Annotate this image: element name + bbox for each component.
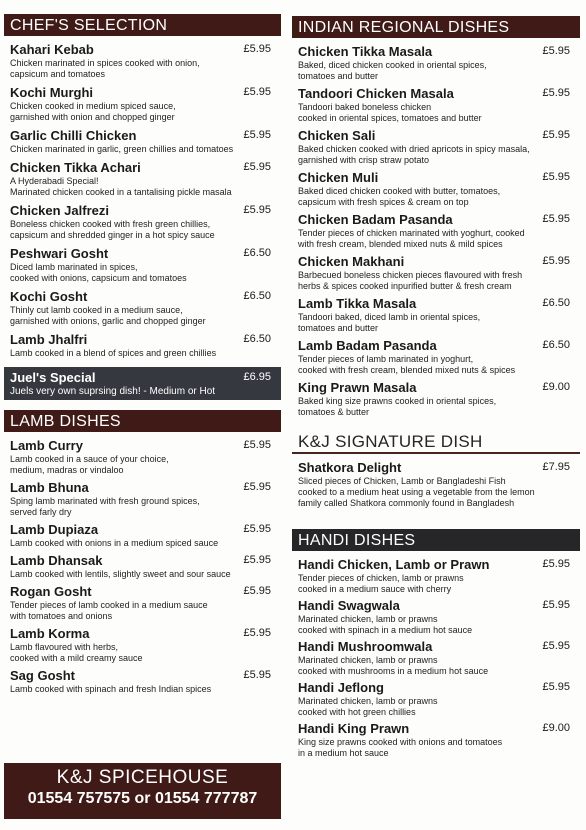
menu-item-description: Baked diced chicken cooked with butter, tomatoes, xyxy=(298,186,501,196)
menu-item xyxy=(4,42,281,80)
handi-dishes-list xyxy=(292,557,580,759)
menu-item-price: £5.95 xyxy=(243,627,271,639)
menu-item-description: Lamb cooked with onions in a medium spiced sauce xyxy=(10,538,219,548)
special-name: Juel's Special xyxy=(10,370,96,385)
menu-item-description: Chicken cooked in medium spiced sauce, xyxy=(10,101,176,111)
menu-item-price: £5.95 xyxy=(243,43,271,55)
menu-item-price: £6.50 xyxy=(243,333,271,345)
menu-item-price: £5.95 xyxy=(243,439,271,451)
menu-item-description: tomatoes and butter xyxy=(298,71,379,81)
menu-item-description: in a medium hot sauce xyxy=(298,748,389,758)
lamb-dishes-header: LAMB DISHES xyxy=(4,410,281,432)
menu-item-price: £5.95 xyxy=(542,87,570,99)
menu-item-price: £5.95 xyxy=(542,681,570,693)
menu-item-price: £9.00 xyxy=(542,381,570,393)
menu-item xyxy=(292,128,580,166)
menu-item-description: Diced lamb marinated in spices, xyxy=(10,262,138,272)
menu-item-name: Lamb Dupiaza xyxy=(10,522,99,537)
menu-item-name: Handi Swagwala xyxy=(298,598,400,613)
menu-item-name: Chicken Muli xyxy=(298,170,379,185)
menu-item-description: Baked, diced chicken cooked in oriental spices, xyxy=(298,60,487,70)
signature-dish-header: K&J SIGNATURE DISH xyxy=(292,430,580,454)
menu-item-price: £5.95 xyxy=(243,523,271,535)
menu-item-description: Boneless chicken cooked with fresh green chillies, xyxy=(10,219,211,229)
menu-item xyxy=(4,332,281,359)
menu-item-name: Chicken Tikka Masala xyxy=(298,44,433,59)
menu-item-name: Chicken Sali xyxy=(298,128,376,143)
menu-item xyxy=(292,338,580,376)
menu-item-description: Lamb cooked in a blend of spices and green chillies xyxy=(10,348,217,358)
menu-item xyxy=(292,680,580,718)
menu-item-price: £5.95 xyxy=(243,86,271,98)
menu-item-name: Garlic Chilli Chicken xyxy=(10,128,137,143)
menu-item-name: Kahari Kebab xyxy=(10,42,94,57)
menu-item xyxy=(292,212,580,250)
menu-item-description: tomatoes & butter xyxy=(298,407,370,417)
menu-item xyxy=(292,639,580,677)
menu-item-name: Chicken Jalfrezi xyxy=(10,203,109,218)
menu-item-price: £5.95 xyxy=(542,45,570,57)
menu-item-price: £5.95 xyxy=(542,599,570,611)
menu-item-description: Baked chicken cooked with dried apricots in spicy masala, xyxy=(298,144,530,154)
menu-item xyxy=(4,289,281,327)
menu-item-description: cooked with mushrooms in a medium hot sauce xyxy=(298,666,489,676)
menu-item-description: garnished with onion and chopped ginger xyxy=(10,112,175,122)
menu-item-description: Thinly cut lamb cooked in a medium sauce, xyxy=(10,305,183,315)
menu-item-description: Chicken marinated in garlic, green chillies and tomatoes xyxy=(10,144,234,154)
menu-item-name: Kochi Murghi xyxy=(10,85,94,100)
menu-item xyxy=(292,557,580,595)
menu-item-name: Kochi Gosht xyxy=(10,289,88,304)
menu-item-price: £5.95 xyxy=(243,554,271,566)
menu-item-description: with fresh cream, blended mixed nuts & mild spices xyxy=(298,239,503,249)
menu-item xyxy=(292,598,580,636)
menu-item-name: Lamb Bhuna xyxy=(10,480,89,495)
menu-item-price: £5.95 xyxy=(542,558,570,570)
phone-numbers: 01554 757575 or 01554 777787 xyxy=(27,790,258,807)
menu-item-description: cooked with a mild creamy sauce xyxy=(10,653,143,663)
menu-item xyxy=(292,170,580,208)
menu-item-description: cooked with spinach in a medium hot sauce xyxy=(298,625,473,635)
menu-item-description: capsicum and shredded ginger in a hot spicy sauce xyxy=(10,230,215,240)
menu-item-description: served farly dry xyxy=(10,507,72,517)
menu-item-price: £5.95 xyxy=(542,171,570,183)
menu-item-price: £5.95 xyxy=(243,129,271,141)
handi-dishes-header: HANDI DISHES xyxy=(292,529,580,551)
signature-dish-list xyxy=(292,460,580,509)
menu-item-description: Tandoori baked, diced lamb in oriental spices, xyxy=(298,312,481,322)
menu-item xyxy=(4,85,281,123)
menu-item-description: Sliced pieces of Chicken, Lamb or Bangladeshi Fish xyxy=(298,476,506,486)
restaurant-name: K&J SPICEHOUSE xyxy=(56,767,229,788)
menu-item xyxy=(292,86,580,124)
menu-item-price: £7.95 xyxy=(542,461,570,473)
menu-item-description: Tandoori baked boneless chicken xyxy=(298,102,432,112)
menu-item-name: Handi Jeflong xyxy=(298,680,384,695)
menu-item-name: Handi Mushroomwala xyxy=(298,639,433,654)
menu-item-price: £5.95 xyxy=(243,481,271,493)
menu-item-price: £5.95 xyxy=(542,640,570,652)
special-description: Juels very own suprsing dish! - Medium or Hot xyxy=(10,386,216,397)
menu-item-name: Chicken Badam Pasanda xyxy=(298,212,453,227)
menu-item-price: £5.95 xyxy=(542,129,570,141)
menu-item-description: Marinated chicken cooked in a tantalising pickle masala xyxy=(10,187,232,197)
lamb-dishes-list xyxy=(4,438,281,695)
menu-item-price: £6.50 xyxy=(542,297,570,309)
menu-item-price: £5.95 xyxy=(542,255,570,267)
menu-item-description: cooked in a medium sauce with cherry xyxy=(298,584,452,594)
menu-item-description: garnished with crisp straw potato xyxy=(298,155,430,165)
menu-item-description: family called Shatkora commonly found in Bangladesh xyxy=(298,498,515,508)
right-column xyxy=(292,0,580,762)
menu-item-description: medium, madras or vindaloo xyxy=(10,465,124,475)
menu-item-name: King Prawn Masala xyxy=(298,380,417,395)
special-price: £6.95 xyxy=(243,371,271,383)
menu-item-description: Marinated chicken, lamb or prawns xyxy=(298,696,438,706)
menu-item-name: Chicken Tikka Achari xyxy=(10,160,141,175)
menu-item-description: herbs & spices cooked inpurified butter & fresh cream xyxy=(298,281,512,291)
menu-item-description: Tender pieces of lamb cooked in a medium sauce xyxy=(10,600,208,610)
menu-item xyxy=(4,160,281,198)
menu-item-name: Rogan Gosht xyxy=(10,584,92,599)
menu-item xyxy=(292,296,580,334)
menu-item-name: Lamb Korma xyxy=(10,626,90,641)
menu-item-description: garnished with onions, garlic and chopped ginger xyxy=(10,316,206,326)
menu-item-price: £5.95 xyxy=(243,669,271,681)
menu-item-price: £9.00 xyxy=(542,722,570,734)
menu-item xyxy=(4,584,281,622)
menu-item-description: King size prawns cooked with onions and tomatoes xyxy=(298,737,503,747)
chefs-selection-list xyxy=(4,42,281,359)
menu-item xyxy=(292,721,580,759)
menu-item-description: Marinated chicken, lamb or prawns xyxy=(298,655,438,665)
menu-item xyxy=(292,380,580,418)
menu-item-description: Sping lamb marinated with fresh ground spices, xyxy=(10,496,200,506)
menu-item-description: Lamb flavoured with herbs, xyxy=(10,642,119,652)
restaurant-footer xyxy=(4,763,281,819)
menu-item-name: Lamb Curry xyxy=(10,438,83,453)
left-column xyxy=(4,0,281,699)
menu-item-name: Sag Gosht xyxy=(10,668,76,683)
menu-item xyxy=(4,668,281,695)
menu-item-description: Barbecued boneless chicken pieces flavoured with fresh xyxy=(298,270,523,280)
menu-item-description: Lamb cooked with spinach and fresh Indian spices xyxy=(10,684,212,694)
menu-item-description: cooked with hot green chillies xyxy=(298,707,416,717)
menu-item-name: Lamb Tikka Masala xyxy=(298,296,417,311)
menu-item xyxy=(4,438,281,476)
menu-item-description: Tender pieces of lamb marinated in yoghurt, xyxy=(298,354,474,364)
menu-item-description: Baked king size prawns cooked in oriental spices, xyxy=(298,396,497,406)
menu-item-name: Peshwari Gosht xyxy=(10,246,109,261)
menu-item xyxy=(4,203,281,241)
menu-item-name: Shatkora Delight xyxy=(298,460,402,475)
menu-item xyxy=(292,460,580,509)
menu-item xyxy=(4,553,281,580)
menu-item-name: Lamb Jhalfri xyxy=(10,332,88,347)
menu-item-description: capsicum with fresh spices & cream on top xyxy=(298,197,469,207)
menu-item-name: Lamb Dhansak xyxy=(10,553,103,568)
menu-item-description: Lamb cooked in a sauce of your choice, xyxy=(10,454,169,464)
menu-item xyxy=(4,246,281,284)
menu-item-price: £5.95 xyxy=(243,204,271,216)
menu-item-description: Marinated chicken, lamb or prawns xyxy=(298,614,438,624)
menu-item-price: £5.95 xyxy=(243,161,271,173)
menu-item-name: Handi King Prawn xyxy=(298,721,410,736)
menu-item-description: cooked with onions, capsicum and tomatoes xyxy=(10,273,187,283)
regional-dishes-list xyxy=(292,44,580,418)
menu-item-description: cooked to a medium heat using a vegetable from the lemon xyxy=(298,487,535,497)
menu-item xyxy=(292,254,580,292)
menu-item-description: cooked with fresh cream, blended mixed nuts & spices xyxy=(298,365,516,375)
menu-item-description: capsicum and tomatoes xyxy=(10,69,106,79)
juels-special-box xyxy=(4,367,281,400)
menu-item-description: A Hyderabadi Special! xyxy=(10,176,99,186)
menu-item-price: £6.50 xyxy=(243,290,271,302)
menu-item-price: £5.95 xyxy=(542,213,570,225)
menu-item-name: Tandoori Chicken Masala xyxy=(298,86,454,101)
menu-item xyxy=(4,626,281,664)
chefs-selection-header: CHEF'S SELECTION xyxy=(4,14,281,36)
menu-item-description: with tomatoes and onions xyxy=(10,611,113,621)
menu-item-price: £5.95 xyxy=(243,585,271,597)
menu-item xyxy=(4,522,281,549)
menu-item-description: tomatoes and butter xyxy=(298,323,379,333)
menu-item xyxy=(4,480,281,518)
menu-item-description: cooked in oriental spices, tomatoes and butter xyxy=(298,113,482,123)
menu-item-name: Lamb Badam Pasanda xyxy=(298,338,437,353)
menu-item-description: Tender pieces of chicken, lamb or prawns xyxy=(298,573,464,583)
menu-item-description: Lamb cooked with lentils, slightly sweet and sour sauce xyxy=(10,569,231,579)
menu-item-name: Chicken Makhani xyxy=(298,254,405,269)
menu-item-price: £6.50 xyxy=(243,247,271,259)
menu-item xyxy=(4,128,281,155)
menu-item-description: Tender pieces of chicken marinated with yoghurt, cooked xyxy=(298,228,525,238)
regional-dishes-header: INDIAN REGIONAL DISHES xyxy=(292,16,580,38)
menu-item-name: Handi Chicken, Lamb or Prawn xyxy=(298,557,490,572)
menu-item-price: £6.50 xyxy=(542,339,570,351)
menu-item-description: Chicken marinated in spices cooked with onion, xyxy=(10,58,200,68)
menu-item xyxy=(292,44,580,82)
